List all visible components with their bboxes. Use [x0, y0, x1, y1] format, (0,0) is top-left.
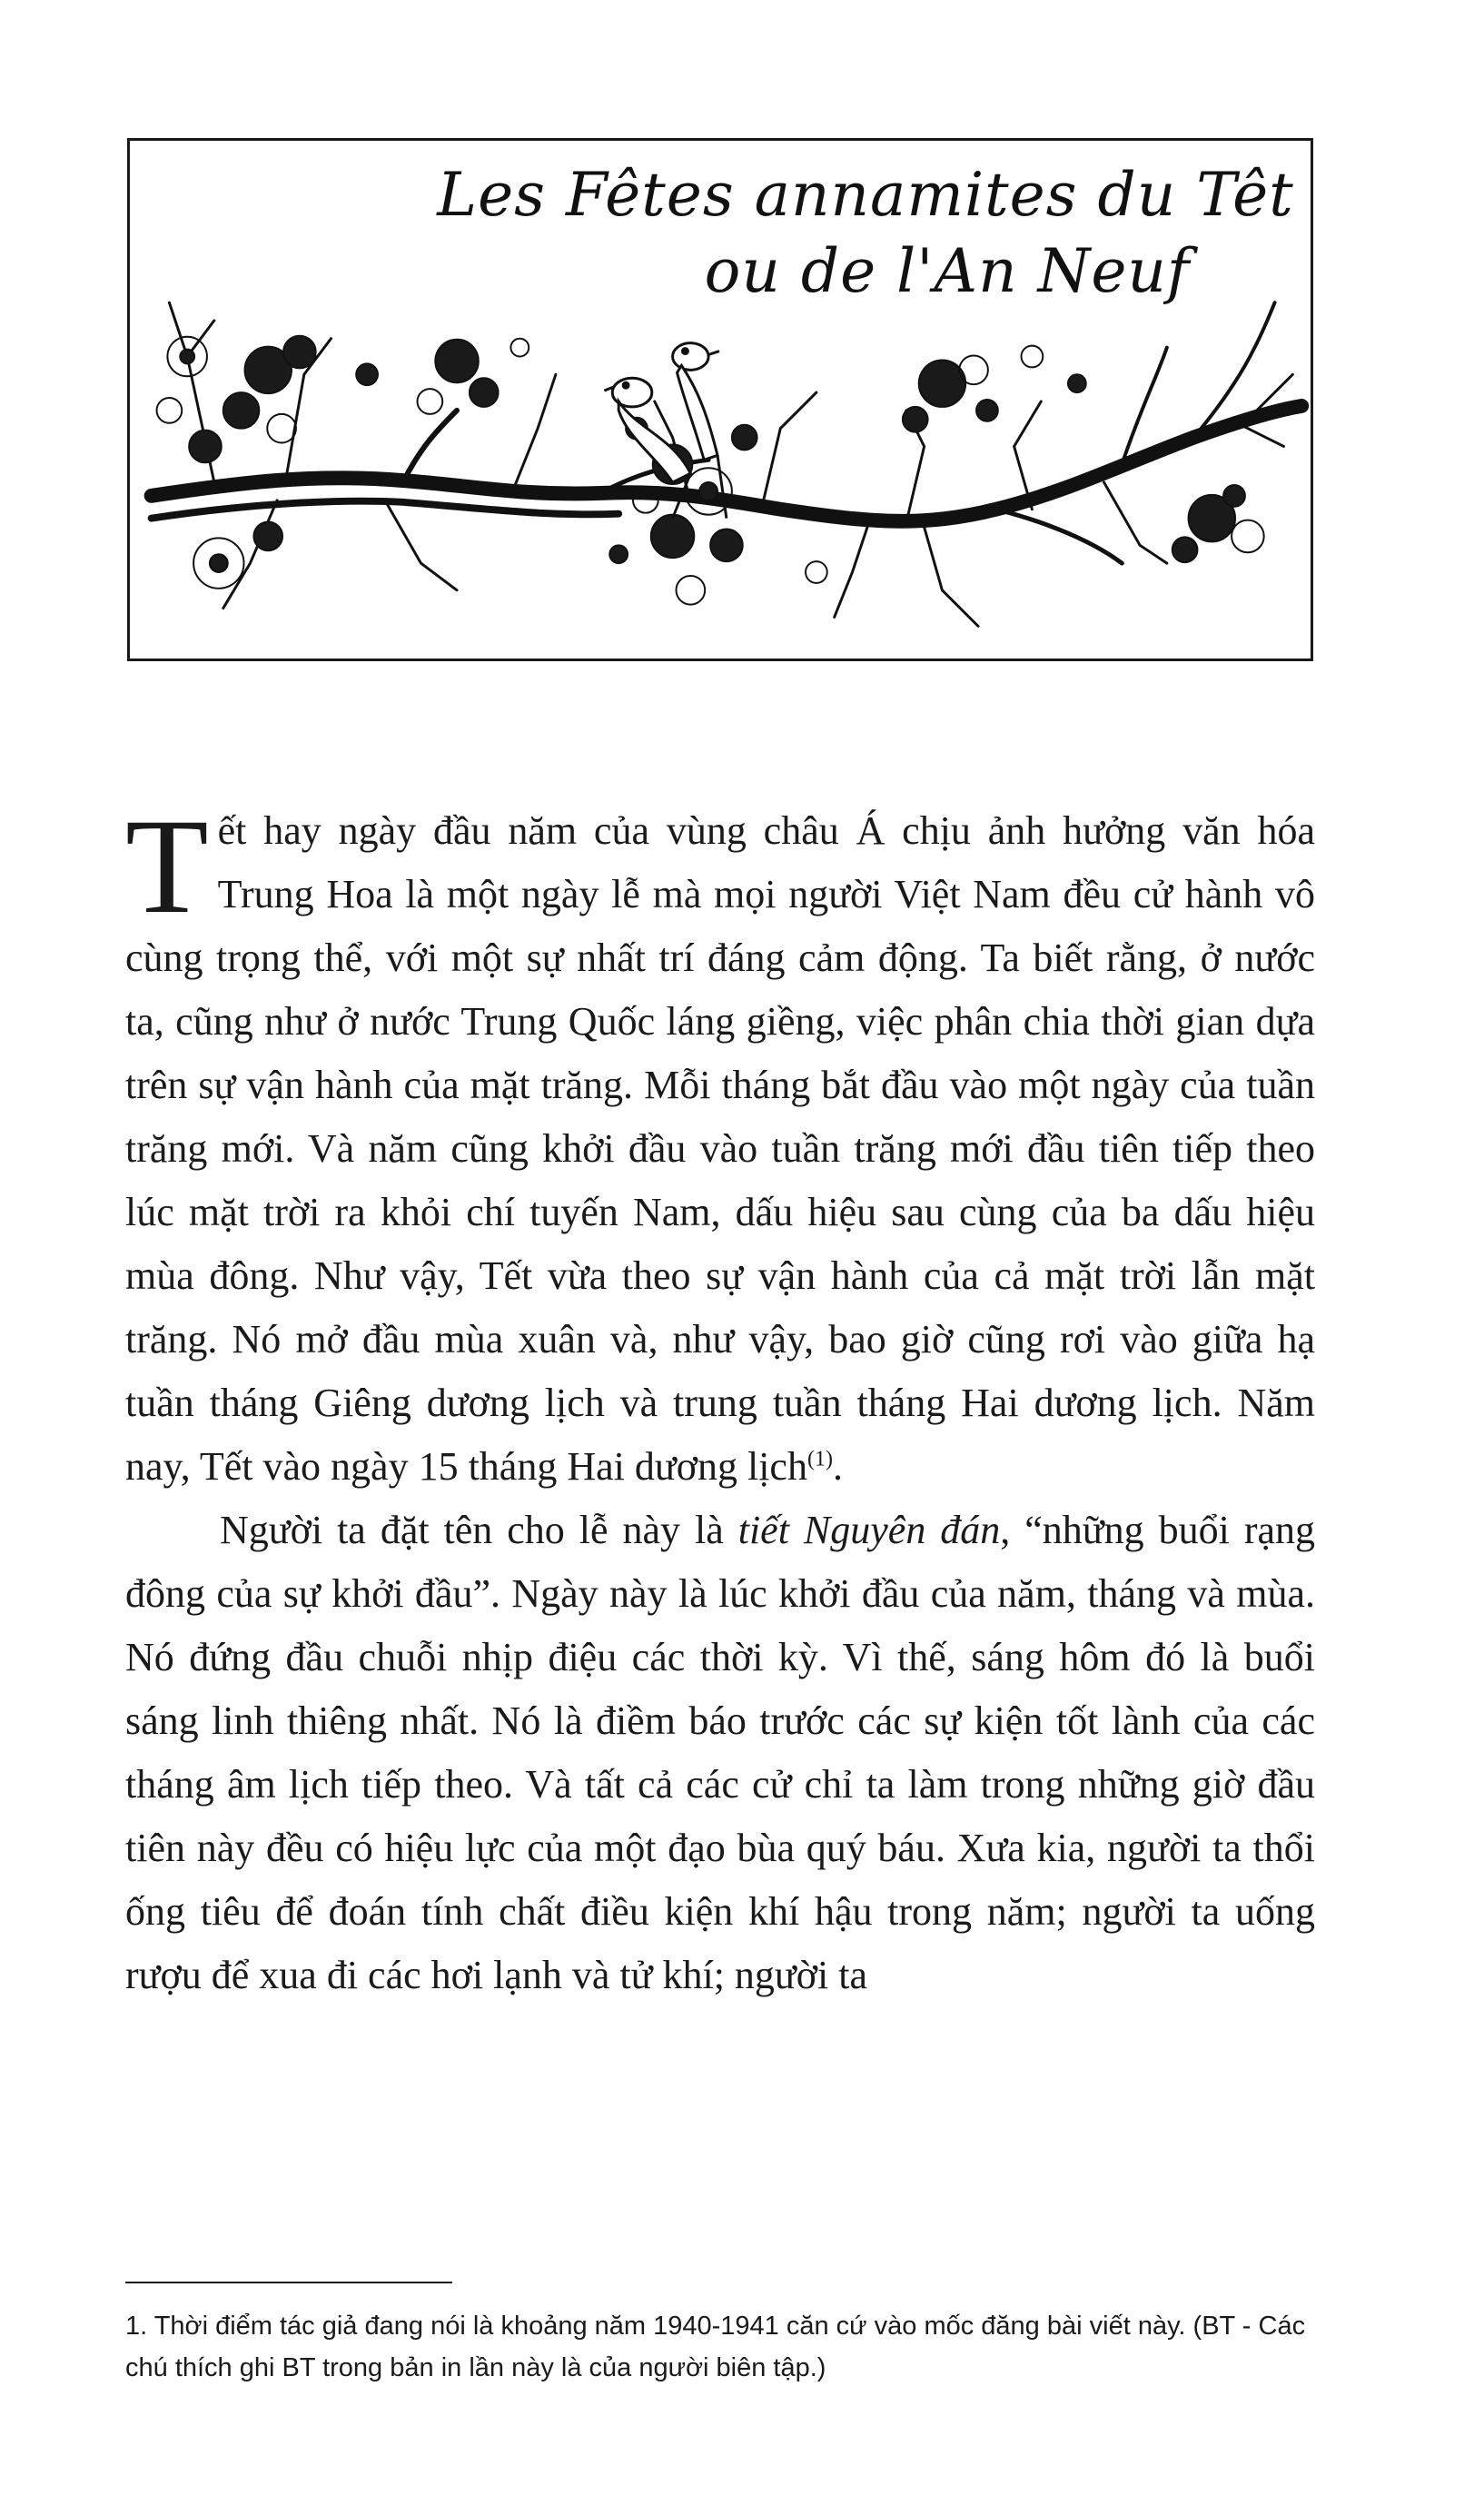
- paragraph-1-text: ết hay ngày đầu năm của vùng châu Á chịu ảnh hưởng văn hóa Trung Hoa là một ngày lễ mà mọi người Việt Nam đều cử hành vô cùng trọng thể, với một sự nhất trí đáng cảm động. Ta biết rằng, ở nước ta, cũng như ở nước Trung Quốc láng giềng, việc phân chia thời gian dựa trên sự vận hành của mặt trăng. Mỗi tháng bắt đầu vào một ngày của tuần trăng mới. Và năm cũng khởi đầu vào tuần trăng mới đầu tiên tiếp theo lúc mặt trời ra khỏi chí tuyến Nam, dấu hiệu sau cùng của ba dấu hiệu mùa đông. Như vậy, Tết vừa theo sự vận hành của cả mặt trời lẫn mặt trăng. Nó mở đầu mùa xuân và, như vậy, bao giờ cũng rơi vào giữa hạ tuần tháng Giêng dương lịch và trung tuần tháng Hai dương lịch. Năm nay, Tết vào ngày 15 tháng Hai dương lịch: [125, 808, 1315, 1489]
- chapter-title-line2: ou de l'An Neuf: [704, 236, 1191, 306]
- paragraph-1: [125, 791, 1315, 1499]
- paragraph-2-rest: , “những buổi rạng đông của sự khởi đầu”. Ngày này là lúc khởi đầu của năm, tháng và mùa. Nó đứng đầu chuỗi nhịp điệu các thời kỳ. Vì thế, sáng hôm đó là buổi sáng linh thiêng nhất. Nó là điềm báo trước các sự kiện tốt lành của các tháng âm lịch tiếp theo. Và tất cả các cử chỉ ta làm trong những giờ đầu tiên này đều có hiệu lực của một đạo bùa quý báu. Xưa kia, người ta thổi ống tiêu để đoán tính chất điều kiện khí hậu trong năm; người ta uống rượu để xua đi các hơi lạnh và tử khí; người ta: [125, 1508, 1315, 1997]
- paragraph-1-end: .: [832, 1444, 843, 1489]
- chapter-illustration: [127, 138, 1313, 661]
- body-text: [125, 791, 1315, 2007]
- chapter-title-line1: Les Fêtes annamites du Têt: [437, 160, 1294, 230]
- chapter-title: [430, 157, 1301, 310]
- footnote-reference[interactable]: (1): [806, 1447, 833, 1471]
- drop-cap: T: [125, 791, 209, 942]
- paragraph-2: [125, 1499, 1315, 2007]
- footnote: 1. Thời điểm tác giả đang nói là khoảng năm 1940-1941 căn cứ vào mốc đăng bài viết này. (BT - Các chú thích ghi BT trong bản in lần này là của người biên tập.): [125, 2312, 1306, 2382]
- paragraph-2-start: Người ta đặt tên cho lễ này là: [220, 1508, 738, 1552]
- footnote-divider: [125, 2282, 452, 2283]
- paragraph-2-italic-term: tiết Nguyên đán: [737, 1508, 1001, 1552]
